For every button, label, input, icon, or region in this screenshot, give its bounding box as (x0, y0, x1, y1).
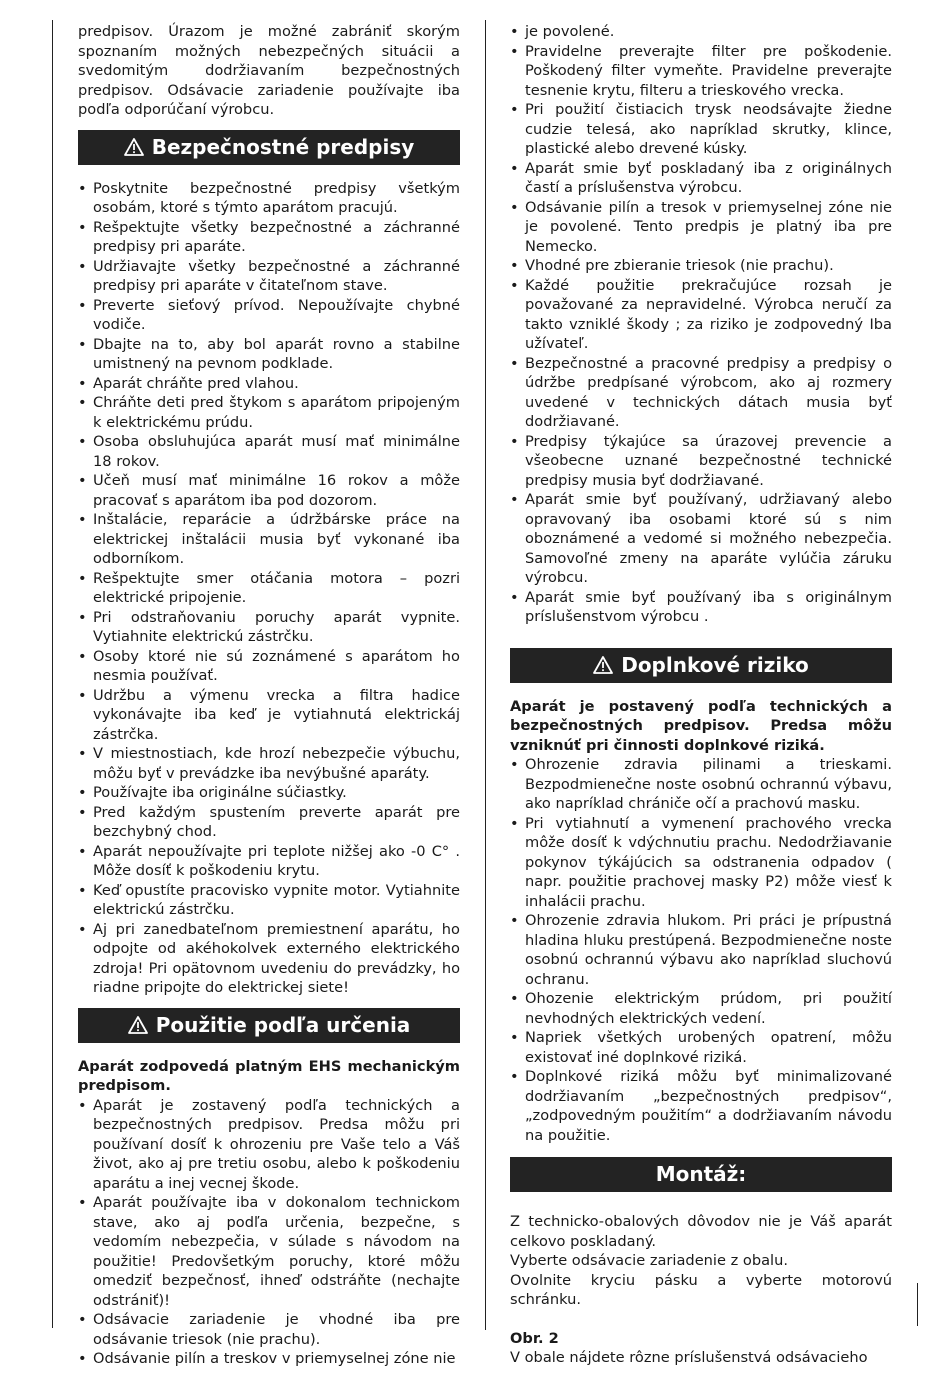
list-item: • Bezpečnostné a pracovné predpisy a predpisy o údržbe predpísané výrobcom, ako aj rozmery uvedené v technických dátach musia byť dodržiavané. (510, 354, 892, 432)
section-header-assembly (510, 1157, 892, 1192)
warning-icon (128, 1016, 148, 1034)
section-header-usage (78, 1008, 460, 1043)
list-item: • Vhodné pre zbieranie triesok (nie prachu). (510, 256, 892, 276)
list-item: • Doplnkové riziká môžu byť minimalizované dodržiavaním „bezpečnostných predpisov“, „zodpovedným použitím“ a dodržiavaním návodu na použitie. (510, 1067, 892, 1145)
assembly-paragraph: Vyberte odsávacie zariadenie z obalu. (510, 1252, 788, 1269)
list-item: • Pred každým spustením preverte aparát pre bezchybný chod. (78, 803, 460, 842)
list-item: • Odsávanie pilín a tresok v priemyselnej zóne nie je povolené. Tento predpis je platný iba pre Nemecko. (510, 198, 892, 257)
list-item: • Aparát smie byť používaný, udržiavaný alebo opravovaný iba osobami ktoré sú s nim oboznámené a vedomé si možného nebezpečia. Samovoľné zmeny na aparáte vylúčia záruku výrobcu. (510, 490, 892, 588)
left-margin-rule (52, 20, 53, 1328)
risk-list (510, 755, 892, 1145)
section-title: Montáž: (655, 1162, 747, 1186)
section-header-safety (78, 130, 460, 165)
continuation-text: je povolené. (525, 23, 615, 40)
figure-label: Obr. 2 (510, 1329, 559, 1347)
list-item: • Ohrozenie zdravia hlukom. Pri práci je prípustná hladina hluku prestúpená. Bezpodmienečne noste osobnú ochrannú výbavu ako napríklad sluchovú ochranu. (510, 911, 892, 989)
risk-lead: Aparát je postavený podľa technických a bezpečnostných predpisov. Predsa môžu vzniknúť pri činnosti doplnkové riziká. (510, 697, 892, 754)
list-item: • Používajte iba originálne súčiastky. (78, 783, 460, 803)
list-item: • Odsávanie pilín a treskov v priemyselnej zóne nie (78, 1349, 460, 1369)
list-item: • Osoba obsluhujúca aparát musí mať minimálne 18 rokov. (78, 432, 460, 471)
list-item: • Každé použitie prekračujúce rozsah je považované za nepravidelné. Výrobca neručí za takto vzniklé škody ; za riziko je zodpovedný Iba užívateľ. (510, 276, 892, 354)
usage-rules-list-continued (510, 42, 892, 627)
left-column (78, 22, 460, 1369)
section-header-risk (510, 648, 892, 683)
section-title: Bezpečnostné predpisy (151, 134, 415, 159)
list-item: • Rešpektujte smer otáčania motora – pozri elektrické pripojenie. (78, 569, 460, 608)
usage-lead: Aparát zodpovedá platným EHS mechanickým predpisom. (78, 1057, 460, 1094)
assembly-paragraph: Ovolnite kryciu pásku a vyberte motorovú schránku. (510, 1271, 892, 1308)
intro-paragraph: predpisov. Úrazom je možné zabrániť skorým spoznaním možných nebezpečných situácii a svedomitým dodržiavaním bezpečnostných predpisov. Odsávacie zariadenie používajte iba podľa odporúčaní výrobcu. (78, 23, 460, 118)
list-item: • Udržbu a výmenu vrecka a filtra hadice vykonávajte iba keď je vytiahnutá elektrickáj zástrčka. (78, 686, 460, 745)
list-item: • Rešpektujte všetky bezpečnostné a záchranné predpisy pri aparáte. (78, 218, 460, 257)
list-item: • Napriek všetkých urobených opatrení, môžu existovať iné doplnkové riziká. (510, 1028, 892, 1067)
list-item: • Predpisy týkajúce sa úrazovej prevencie a všeobecne uznané bezpečnostné technické predpisy musia byť dodržiavané. (510, 432, 892, 491)
list-item: • Udržiavajte všetky bezpečnostné a záchranné predpisy pri aparáte v čitateľnom stave. (78, 257, 460, 296)
warning-icon (124, 138, 144, 156)
column-divider (485, 20, 486, 1330)
assembly-tail: V obale nájdete rôzne príslušenstvá odsávacieho (510, 1349, 868, 1366)
right-column (510, 22, 892, 1368)
list-item: • Aparát smie byť používaný iba s originálnym príslušenstvom výrobcu . (510, 588, 892, 627)
list-item: • Učeň musí mať minimálne 16 rokov a môže pracovať s aparátom iba pod dozorom. (78, 471, 460, 510)
list-item: • Aparát nepoužívajte pri teplote nižšej ako -0 C° . Môže dosíť k poškodeniu krytu. (78, 842, 460, 881)
list-item: • Aparát smie byť poskladaný iba z originálnych častí a príslušenstva výrobcu. (510, 159, 892, 198)
list-item: • Osoby ktoré nie sú zoznámené s aparátom ho nesmia používať. (78, 647, 460, 686)
list-item: • Keď opustíte pracovisko vypnite motor. Vytiahnite elektrickú zástrčku. (78, 881, 460, 920)
section-title: Použitie podľa určenia (155, 1012, 411, 1037)
list-item: • Ohrozenie zdravia pilinami a trieskami. Bezpodmienečne noste osobnú ochrannú výbavu, ako napríklad chrániče očí a prachovú masku. (510, 755, 892, 814)
warning-icon (593, 656, 613, 674)
list-item: • Ohozenie elektrickým prúdom, pri použití nevhodných elektrických vedení. (510, 989, 892, 1028)
usage-rules-list (78, 1096, 460, 1369)
list-item: • Pri vytiahnutí a vymenení prachového vrecka môže dosíť k vdýchnutiu prachu. Nedodržiavanie pokynov týkájúcich sa odstranenia odpadov ( napr. použitie prachovej masky P2) môže viesť k inhalácii prachu. (510, 814, 892, 912)
list-item: • Poskytnite bezpečnostné predpisy všetkým osobám, ktoré s týmto aparátom pracujú. (78, 179, 460, 218)
list-item: • Preverte sieťový prívod. Nepoužívajte chybné vodiče. (78, 296, 460, 335)
list-item: • Aparát je zostavený podľa technických a bezpečnostných predpisov. Predsa môžu pri používaní dosíť k ohrozeniu pre Vaše telo a Váš život, ako aj pre tretiu osobu, alebo k poškodeniu aparátu a inej vecnej škode. (78, 1096, 460, 1194)
list-item: • Pri použití čistiacich trysk neodsávajte žiedne cudzie telesá, ako napríklad skrutky, klince, plastické alebo drevené kúsky. (510, 100, 892, 159)
section-title: Doplnkové riziko (621, 652, 809, 677)
list-item: • Chráňte deti pred štykom s aparátom pripojeným k elektrickému prúdu. (78, 393, 460, 432)
right-margin-rule (917, 1283, 918, 1326)
list-item: • V miestnostiach, kde hrozí nebezpečie výbuchu, môžu byť v prevádzke iba nevýbušné aparáty. (78, 744, 460, 783)
list-item: • Aparát chráňte pred vlahou. (78, 374, 460, 394)
list-item: • Pravidelne preverajte filter pre poškodenie. Poškodený filter vymeňte. Pravidelne preverajte tesnenie krytu, filteru a trieskového vrecka. (510, 42, 892, 101)
continued-list-item (510, 22, 892, 42)
list-item: • Odsávacie zariadenie je vhodné iba pre odsávanie triesok (nie prachu). (78, 1310, 460, 1349)
list-item: • Dbajte na to, aby bol aparát rovno a stabilne umistnený na pevnom podklade. (78, 335, 460, 374)
safety-rules-list (78, 179, 460, 998)
list-item: • Aj pri zanedbateľnom premiestnení aparátu, ho odpojte od akéhokolvek externého elektrického zdroja! Pri opätovnom uvedeniu do prevádzky, ho riadne pripojte do elektrickej siete! (78, 920, 460, 998)
assembly-paragraph: Z technicko-obalových dôvodov nie je Váš aparát celkovo poskladaný. (510, 1213, 892, 1250)
list-item: • Aparát používajte iba v dokonalom technickom stave, ako aj podľa určenia, bezpečne, s vedomím nebezpečia, v súlade s návodom na použitie! Predovšetkým poruchy, ktoré môžu omedziť bezpečnosť, ihneď odstráňte (nechajte odstrániť)! (78, 1193, 460, 1310)
list-item: • Pri odstraňovaniu poruchy aparát vypnite. Vytiahnite elektrickú zástrčku. (78, 608, 460, 647)
list-item: • Inštalácie, reparácie a údržbárske práce na elektrickej inštalácii musia byť vykonané iba odborníkom. (78, 510, 460, 569)
